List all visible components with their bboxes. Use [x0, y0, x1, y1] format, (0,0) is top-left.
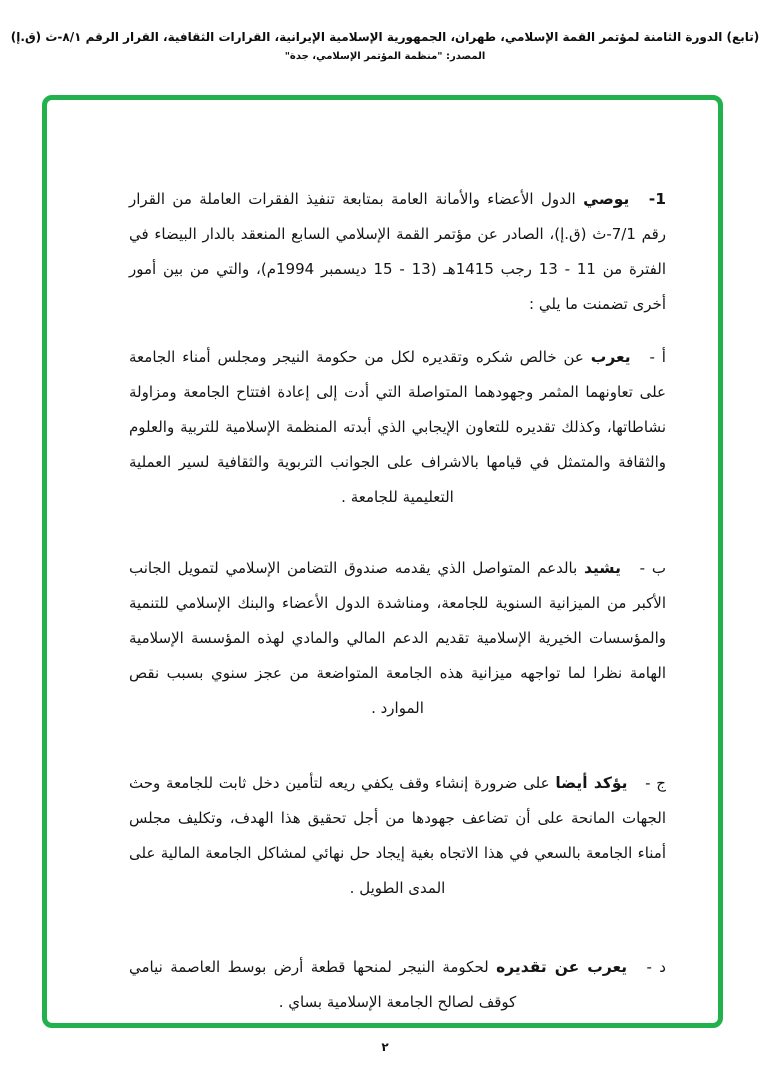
document-body [47, 100, 718, 1020]
item-paragraph [129, 182, 666, 322]
resolution-item-a [129, 340, 666, 515]
item-marker: أ - [649, 348, 666, 366]
item-paragraph [129, 340, 666, 515]
highlight-border [42, 95, 723, 1028]
page-number: ٢ [381, 1040, 389, 1054]
item-paragraph [129, 950, 666, 1020]
item-lead: يعرب عن تقديره [496, 958, 628, 976]
item-lead: يشيد [584, 559, 621, 577]
header-source: المصدر: "منظمة المؤتمر الإسلامي، جدة" [284, 51, 486, 62]
document-header [0, 30, 770, 62]
item-lead: يوصي [583, 190, 630, 208]
item-paragraph [129, 766, 666, 906]
item-text: الدول الأعضاء والأمانة العامة بمتابعة تنفيذ الفقرات العاملة من القرار رقم 7/1-ث (ق.إ)، الصادر عن مؤتمر القمة الإسلامي السابع المنعقد بالدار البيضاء في الفترة من 11 - 13 رجب 1415هـ (13 - 15 ديسمبر 1994م)، والتي من بين أمور أخرى تضمنت ما يلي : [129, 190, 667, 313]
item-marker: د - [646, 958, 666, 976]
item-lead: يعرب [590, 348, 631, 366]
header-title: (تابع) الدورة الثامنة لمؤتمر القمة الإسلامي، طهران، الجمهورية الإسلامية الإيرانية، القرارات الثقافية، القرار الرقم ٨/١-ث (ق.إ) [10, 30, 760, 44]
item-text: بالدعم المتواصل الذي يقدمه صندوق التضامن الإسلامي لتمويل الجانب الأكبر من الميزانية السنوية للجامعة، ومناشدة الدول الأعضاء والبنك الإسلامي للتنمية والمؤسسات الخيرية الإسلامية تقديم الدعم المالي والمادي لهذه المؤسسة الإسلامية الهامة نظرا لما تواجهه ميزانية هذه الجامعة المتواضعة من عجز سنوي بسبب نقص الموارد . [129, 559, 666, 717]
item-lead: يؤكد أيضا [555, 774, 628, 792]
item-marker: ب - [639, 559, 666, 577]
item-text: لحكومة النيجر لمنحها قطعة أرض بوسط العاصمة نيامي كوقف لصالح الجامعة الإسلامية بساي . [129, 958, 517, 1011]
resolution-item-c [129, 766, 666, 906]
resolution-item-b [129, 551, 666, 726]
item-marker: 1- [648, 190, 666, 208]
resolution-item-d [129, 950, 666, 1020]
resolution-item-1 [129, 182, 666, 322]
item-text: عن خالص شكره وتقديره لكل من حكومة النيجر ومجلس أمناء الجامعة على تعاونهما المثمر وجهودهما المتواصلة التي أدت إلى إعادة افتتاح الجامعة ومزاولة نشاطاتها، وكذلك تقديره للتعاون الإيجابي الذي أبدته المنظمة الإسلامية للتربية والعلوم والثقافة والمتمثل في قيامها بالاشراف على الجوانب التربوية والثقافية لسير العملية التعليمية للجامعة . [129, 348, 666, 506]
item-marker: ج - [645, 774, 666, 792]
item-text: على ضرورة إنشاء وقف يكفي ريعه لتأمين دخل ثابت للجامعة وحث الجهات المانحة على أن تضاعف جهودها من أجل تحقيق هذا الهدف، وتكليف مجلس أمناء الجامعة بالسعي في هذا الاتجاه بغية إيجاد حل نهائي لمشاكل الجامعة المالية على المدى الطويل . [129, 774, 666, 897]
item-paragraph [129, 551, 666, 726]
